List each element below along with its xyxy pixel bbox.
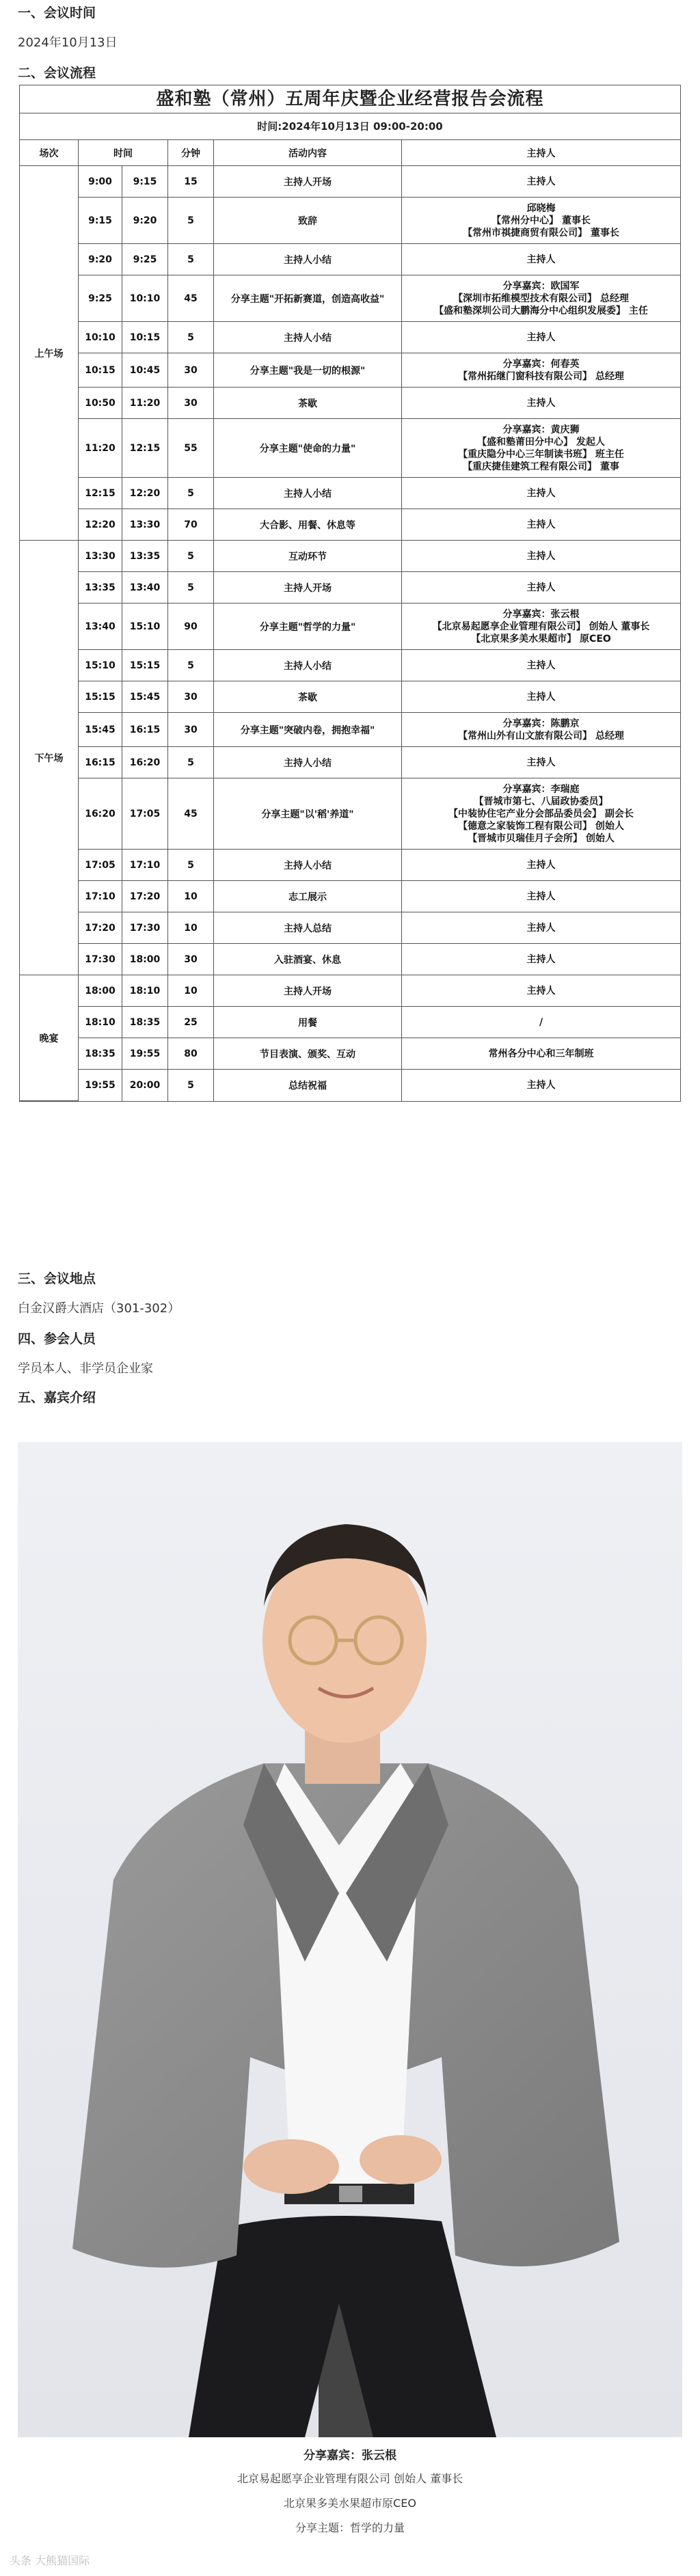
host-line: 主持人 <box>526 550 556 562</box>
minutes-cell: 10 <box>168 881 214 912</box>
host-line: 【中装协住宅产业分会部品委员会】 副会长 <box>448 808 634 819</box>
host-line: 主持人 <box>526 331 556 343</box>
host-cell <box>402 912 681 944</box>
table-row <box>20 975 680 1007</box>
start-time-cell: 17:30 <box>79 944 122 975</box>
table-row <box>20 275 680 322</box>
host-line: 主持人 <box>526 757 556 768</box>
activity-cell: 分享主题"以'稻'养道" <box>214 778 402 850</box>
start-time-cell: 17:10 <box>79 881 122 912</box>
start-time-cell: 10:15 <box>79 353 122 388</box>
minutes-cell: 5 <box>168 747 214 778</box>
start-time-cell: 16:20 <box>79 778 122 850</box>
end-time-cell: 18:10 <box>122 975 168 1007</box>
guest-portrait-illustration <box>18 1442 682 2437</box>
host-line: 主持人 <box>526 660 556 671</box>
start-time-cell: 11:20 <box>79 419 122 478</box>
host-cell <box>402 650 681 681</box>
end-time-cell: 15:15 <box>122 650 168 681</box>
host-cell <box>402 541 681 572</box>
watermark: 头条 大熊猫国际 <box>10 2554 90 2567</box>
host-line: 【常州市祺捷商贸有限公司】 董事长 <box>463 227 619 239</box>
header-time: 时间 <box>79 140 168 166</box>
table-row <box>20 650 680 681</box>
start-time-cell: 10:50 <box>79 388 122 419</box>
end-time-cell: 11:20 <box>122 388 168 419</box>
table-row <box>20 850 680 881</box>
section-title-location: 三、会议地点 <box>18 1271 96 1286</box>
host-cell <box>402 166 681 198</box>
host-line: 【北京果多美水果超市】 原CEO <box>471 633 611 645</box>
host-cell <box>402 353 681 388</box>
minutes-cell: 5 <box>168 198 214 244</box>
minutes-cell: 30 <box>168 388 214 419</box>
agenda-table <box>19 85 681 1102</box>
activity-cell: 主持人总结 <box>214 912 402 944</box>
activity-cell: 分享主题"突破内卷，拥抱幸福" <box>214 713 402 747</box>
minutes-cell: 5 <box>168 650 214 681</box>
table-row <box>20 419 680 478</box>
table-row <box>20 353 680 388</box>
start-time-cell: 19:55 <box>79 1070 122 1101</box>
start-time-cell: 9:00 <box>79 166 122 198</box>
minutes-cell: 90 <box>168 604 214 650</box>
host-line: 【盛和塾深圳公司大鹏海分中心组织发展委】 主任 <box>434 305 648 316</box>
host-line: 【深圳市拓维模型技术有限公司】 总经理 <box>453 293 629 304</box>
header-session: 场次 <box>20 140 79 166</box>
minutes-cell: 30 <box>168 713 214 747</box>
guest-name: 分享嘉宾：张云根 <box>304 2449 396 2463</box>
host-cell <box>402 778 681 850</box>
host-line: 【德意之家装饰工程有限公司】 创始人 <box>458 820 624 832</box>
table-row <box>20 747 680 778</box>
activity-cell: 主持人开场 <box>214 975 402 1007</box>
table-row <box>20 1038 680 1070</box>
end-time-cell: 9:15 <box>122 166 168 198</box>
start-time-cell: 17:20 <box>79 912 122 944</box>
host-cell <box>402 572 681 604</box>
guest-title-line-1: 北京易起愿享企业管理有限公司 创始人 董事长 <box>237 2472 463 2485</box>
activity-cell: 总结祝福 <box>214 1070 402 1101</box>
host-line: 主持人 <box>526 1079 556 1091</box>
host-line: 分享嘉宾：欧国军 <box>502 280 580 292</box>
activity-cell: 主持人小结 <box>214 650 402 681</box>
meeting-date: 2024年10月13日 <box>18 36 118 50</box>
start-time-cell: 18:00 <box>79 975 122 1007</box>
start-time-cell: 17:05 <box>79 850 122 881</box>
host-cell <box>402 747 681 778</box>
activity-cell: 分享主题"哲学的力量" <box>214 604 402 650</box>
host-cell <box>402 944 681 975</box>
host-cell <box>402 1070 681 1101</box>
guest-title-line-2: 北京果多美水果超市原CEO <box>284 2497 416 2510</box>
end-time-cell: 17:05 <box>122 778 168 850</box>
agenda-time-line: 时间:2024年10月13日 09:00-20:00 <box>20 113 680 140</box>
host-cell <box>402 881 681 912</box>
end-time-cell: 17:20 <box>122 881 168 912</box>
host-line: / <box>539 1016 543 1028</box>
host-line: 主持人 <box>526 859 556 871</box>
activity-cell: 茶歇 <box>214 681 402 713</box>
table-row <box>20 681 680 713</box>
minutes-cell: 80 <box>168 1038 214 1070</box>
start-time-cell: 16:15 <box>79 747 122 778</box>
host-line: 主持人 <box>526 397 556 409</box>
host-line: 主持人 <box>526 891 556 902</box>
host-cell <box>402 713 681 747</box>
agenda-title: 盛和塾（常州）五周年庆暨企业经营报告会流程 <box>20 85 680 113</box>
host-cell <box>402 1007 681 1038</box>
table-row <box>20 572 680 604</box>
end-time-cell: 15:45 <box>122 681 168 713</box>
start-time-cell: 13:30 <box>79 541 122 572</box>
host-line: 【常州山外有山文旅有限公司】 总经理 <box>458 730 624 742</box>
host-line: 主持人 <box>526 953 556 965</box>
table-row <box>20 198 680 244</box>
host-line: 【晋城市第七、八届政协委员】 <box>474 796 608 807</box>
activity-cell: 节目表演、颁奖、互动 <box>214 1038 402 1070</box>
table-row <box>20 1007 680 1038</box>
activity-cell: 主持人开场 <box>214 166 402 198</box>
minutes-cell: 5 <box>168 541 214 572</box>
start-time-cell: 9:25 <box>79 275 122 322</box>
start-time-cell: 12:20 <box>79 509 122 541</box>
start-time-cell: 18:35 <box>79 1038 122 1070</box>
meeting-location: 白金汉爵大酒店（301-302） <box>18 1301 180 1316</box>
table-row <box>20 881 680 912</box>
host-line: 【盛和塾莆田分中心】 发起人 <box>477 436 605 448</box>
table-row <box>20 1070 680 1101</box>
end-time-cell: 19:55 <box>122 1038 168 1070</box>
section-title-guest: 五、嘉宾介绍 <box>18 1390 96 1405</box>
minutes-cell: 25 <box>168 1007 214 1038</box>
host-line: 常州各分中心和三年制班 <box>488 1048 594 1059</box>
host-cell <box>402 1038 681 1070</box>
end-time-cell: 18:35 <box>122 1007 168 1038</box>
host-cell <box>402 244 681 275</box>
minutes-cell: 10 <box>168 912 214 944</box>
activity-cell: 主持人小结 <box>214 747 402 778</box>
table-row <box>20 322 680 353</box>
session-cell: 上午场 <box>20 166 79 541</box>
activity-cell: 互动环节 <box>214 541 402 572</box>
start-time-cell: 15:45 <box>79 713 122 747</box>
host-line: 【重庆隐分中心三年制读书班】 班主任 <box>458 448 624 460</box>
host-line: 【常州分中心】 董事长 <box>492 215 591 226</box>
end-time-cell: 20:00 <box>122 1070 168 1101</box>
table-header-row <box>20 140 680 166</box>
header-host: 主持人 <box>402 140 681 166</box>
table-row <box>20 244 680 275</box>
end-time-cell: 10:45 <box>122 353 168 388</box>
header-minutes: 分钟 <box>168 140 214 166</box>
table-row <box>20 166 680 198</box>
table-row <box>20 541 680 572</box>
host-line: 分享嘉宾：张云根 <box>502 608 580 620</box>
activity-cell: 用餐 <box>214 1007 402 1038</box>
end-time-cell: 9:20 <box>122 198 168 244</box>
end-time-cell: 12:20 <box>122 478 168 509</box>
end-time-cell: 9:25 <box>122 244 168 275</box>
end-time-cell: 16:15 <box>122 713 168 747</box>
guest-photo <box>18 1442 682 2437</box>
host-cell <box>402 604 681 650</box>
end-time-cell: 18:00 <box>122 944 168 975</box>
minutes-cell: 5 <box>168 1070 214 1101</box>
start-time-cell: 13:40 <box>79 604 122 650</box>
end-time-cell: 13:40 <box>122 572 168 604</box>
host-line: 分享嘉宾：陈鹏京 <box>502 718 580 729</box>
end-time-cell: 10:10 <box>122 275 168 322</box>
minutes-cell: 10 <box>168 975 214 1007</box>
start-time-cell: 9:20 <box>79 244 122 275</box>
activity-cell: 茶歇 <box>214 388 402 419</box>
start-time-cell: 18:10 <box>79 1007 122 1038</box>
minutes-cell: 55 <box>168 419 214 478</box>
agenda-body <box>20 166 680 1101</box>
end-time-cell: 10:15 <box>122 322 168 353</box>
end-time-cell: 13:30 <box>122 509 168 541</box>
host-line: 主持人 <box>526 922 556 934</box>
host-line: 【常州拓继门窗科技有限公司】 总经理 <box>458 370 624 382</box>
section-title-attendees: 四、参会人员 <box>18 1331 96 1346</box>
table-row <box>20 912 680 944</box>
activity-cell: 主持人开场 <box>214 572 402 604</box>
activity-cell: 致辞 <box>214 198 402 244</box>
host-line: 主持人 <box>526 487 556 499</box>
end-time-cell: 17:10 <box>122 850 168 881</box>
start-time-cell: 12:15 <box>79 478 122 509</box>
section-title-meeting-time: 一、会议时间 <box>18 5 96 21</box>
end-time-cell: 12:15 <box>122 419 168 478</box>
minutes-cell: 5 <box>168 572 214 604</box>
host-line: 【晋城市贝瑞佳月子会所】 创始人 <box>468 832 615 844</box>
host-line: 邱晓梅 <box>526 202 556 214</box>
start-time-cell: 15:15 <box>79 681 122 713</box>
table-row <box>20 713 680 747</box>
activity-cell: 主持人小结 <box>214 850 402 881</box>
host-cell <box>402 850 681 881</box>
host-line: 主持人 <box>526 519 556 530</box>
activity-cell: 志工展示 <box>214 881 402 912</box>
host-line: 主持人 <box>526 176 556 187</box>
host-line: 主持人 <box>526 691 556 703</box>
start-time-cell: 13:35 <box>79 572 122 604</box>
minutes-cell: 45 <box>168 275 214 322</box>
host-line: 【重庆捷佳建筑工程有限公司】 董事 <box>463 461 619 472</box>
minutes-cell: 45 <box>168 778 214 850</box>
section-title-agenda: 二、会议流程 <box>18 66 96 81</box>
host-line: 主持人 <box>526 985 556 996</box>
host-line: 主持人 <box>526 582 556 593</box>
minutes-cell: 5 <box>168 244 214 275</box>
minutes-cell: 15 <box>168 166 214 198</box>
minutes-cell: 70 <box>168 509 214 541</box>
host-cell <box>402 322 681 353</box>
end-time-cell: 16:20 <box>122 747 168 778</box>
host-line: 分享嘉宾：何春英 <box>502 358 580 370</box>
host-cell <box>402 388 681 419</box>
start-time-cell: 9:15 <box>79 198 122 244</box>
table-row <box>20 478 680 509</box>
start-time-cell: 15:10 <box>79 650 122 681</box>
host-cell <box>402 681 681 713</box>
activity-cell: 分享主题"我是一切的根源" <box>214 353 402 388</box>
host-line: 主持人 <box>526 254 556 265</box>
minutes-cell: 30 <box>168 944 214 975</box>
minutes-cell: 5 <box>168 850 214 881</box>
session-cell: 下午场 <box>20 541 79 975</box>
activity-cell: 大合影、用餐、休息等 <box>214 509 402 541</box>
host-line: 分享嘉宾：黄庆狮 <box>502 424 580 435</box>
host-line: 分享嘉宾：李瑞庭 <box>502 783 580 795</box>
header-activity: 活动内容 <box>214 140 402 166</box>
activity-cell: 分享主题"使命的力量" <box>214 419 402 478</box>
host-cell <box>402 509 681 541</box>
table-row <box>20 388 680 419</box>
end-time-cell: 17:30 <box>122 912 168 944</box>
minutes-cell: 5 <box>168 322 214 353</box>
table-row <box>20 944 680 975</box>
host-cell <box>402 275 681 322</box>
attendees-text: 学员本人、非学员企业家 <box>18 1361 153 1376</box>
start-time-cell: 10:10 <box>79 322 122 353</box>
table-row <box>20 509 680 541</box>
minutes-cell: 30 <box>168 681 214 713</box>
session-cell: 晚宴 <box>20 975 79 1101</box>
end-time-cell: 13:35 <box>122 541 168 572</box>
activity-cell: 主持人小结 <box>214 322 402 353</box>
activity-cell: 主持人小结 <box>214 244 402 275</box>
activity-cell: 分享主题"开拓新赛道，创造高收益" <box>214 275 402 322</box>
end-time-cell: 15:10 <box>122 604 168 650</box>
host-line: 【北京易起愿享企业管理有限公司】 创始人 董事长 <box>432 621 650 632</box>
guest-topic: 分享主题：哲学的力量 <box>295 2521 405 2534</box>
table-row <box>20 778 680 850</box>
host-cell <box>402 419 681 478</box>
host-cell <box>402 975 681 1007</box>
minutes-cell: 5 <box>168 478 214 509</box>
host-cell <box>402 478 681 509</box>
minutes-cell: 30 <box>168 353 214 388</box>
host-cell <box>402 198 681 244</box>
activity-cell: 主持人小结 <box>214 478 402 509</box>
table-row <box>20 604 680 650</box>
activity-cell: 入驻酒宴、休息 <box>214 944 402 975</box>
